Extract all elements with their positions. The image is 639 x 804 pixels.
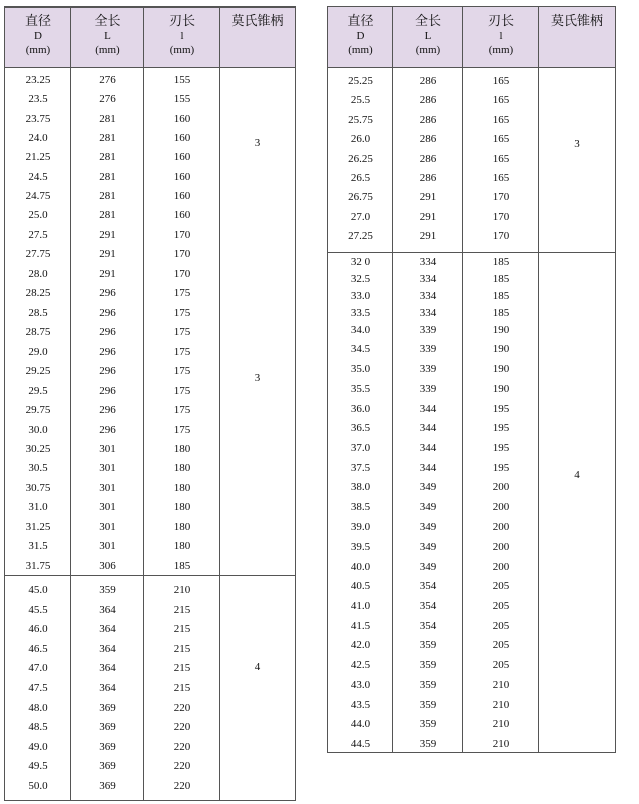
table-cell: 369 xyxy=(99,740,116,753)
table-cell: 185 xyxy=(492,273,510,285)
table-cell: 354 xyxy=(419,580,437,592)
table-cell: 30.75 xyxy=(25,481,51,494)
table-cell: 180 xyxy=(173,520,191,533)
table-cell: 195 xyxy=(492,403,510,415)
table-cell: 23.5 xyxy=(28,93,48,106)
table-cell: 180 xyxy=(173,481,191,494)
table-cell: 210 xyxy=(492,738,510,750)
table-cell: 24.75 xyxy=(25,189,51,202)
table-cell: 31.25 xyxy=(25,520,51,533)
morse-taper-value: 3 xyxy=(574,138,580,150)
table-cell: 185 xyxy=(492,256,510,268)
table-cell: 344 xyxy=(419,462,437,474)
table-cell: 29.0 xyxy=(28,345,48,358)
header-unit: (mm) xyxy=(95,44,120,56)
table-cell: 48.5 xyxy=(28,721,48,734)
table-cell: 296 xyxy=(99,404,116,417)
table-cell: 33.0 xyxy=(350,290,371,302)
morse-taper-value: 4 xyxy=(254,661,261,673)
table-cell: 46.0 xyxy=(28,623,48,636)
table-cell: 190 xyxy=(492,363,510,375)
group-divider xyxy=(5,7,295,8)
table-cell: 41.5 xyxy=(350,620,371,632)
table-cell: 301 xyxy=(99,462,116,475)
table-cell: 28.25 xyxy=(25,287,51,300)
table-cell: 286 xyxy=(419,172,437,184)
table-cell: 359 xyxy=(419,679,437,691)
table-cell: 47.5 xyxy=(28,682,48,694)
table-cell: 286 xyxy=(419,133,437,146)
table-cell: 364 xyxy=(99,603,116,616)
table-cell: 23.75 xyxy=(25,112,51,125)
table-cell: 34.5 xyxy=(350,343,371,355)
header-unit: (mm) xyxy=(348,44,373,56)
table-cell: 281 xyxy=(99,131,116,144)
table-cell: 160 xyxy=(173,209,191,222)
table-cell: 28.5 xyxy=(28,306,48,319)
table-cell: 286 xyxy=(419,152,437,165)
table-cell: 215 xyxy=(173,603,191,616)
group-divider xyxy=(5,575,295,576)
table-cell: 48.0 xyxy=(28,701,48,714)
table-cell: 200 xyxy=(492,561,510,573)
group-divider xyxy=(328,252,615,253)
table-cell: 215 xyxy=(173,623,191,636)
table-cell: 369 xyxy=(99,721,116,734)
table-cell: 339 xyxy=(419,383,437,395)
table-cell: 35.0 xyxy=(350,363,371,375)
header-title: 莫氏锥柄 xyxy=(550,13,603,28)
table-cell: 43.0 xyxy=(350,679,371,691)
table-cell: 286 xyxy=(419,75,437,87)
table-cell: 190 xyxy=(492,343,510,355)
table-cell: 170 xyxy=(492,230,510,243)
table-cell: 220 xyxy=(173,701,191,714)
table-cell: 30.25 xyxy=(25,442,51,455)
table-cell: 32.5 xyxy=(350,273,371,285)
table-cell: 349 xyxy=(419,501,437,513)
table-cell: 160 xyxy=(173,112,191,125)
table-header xyxy=(5,7,295,68)
table-cell: 296 xyxy=(99,287,116,300)
table-cell: 354 xyxy=(419,620,437,632)
table-cell: 24.0 xyxy=(28,131,48,144)
table-cell: 195 xyxy=(492,462,510,474)
table-cell: 25.0 xyxy=(28,209,48,222)
table-cell: 170 xyxy=(492,210,510,223)
table-cell: 291 xyxy=(99,248,116,261)
table-cell: 281 xyxy=(99,151,116,164)
table-cell: 25.75 xyxy=(348,113,373,126)
table-cell: 23.25 xyxy=(25,74,51,86)
header-cell xyxy=(328,7,393,67)
table-cell: 30.0 xyxy=(28,423,48,436)
header-symbol: l xyxy=(180,30,184,42)
header-symbol: D xyxy=(34,30,42,42)
table-cell: 195 xyxy=(492,442,510,454)
table-cell: 180 xyxy=(173,540,191,553)
table-cell: 339 xyxy=(419,343,437,355)
table-cell: 31.75 xyxy=(25,559,51,572)
header-symbol: D xyxy=(356,30,365,42)
table-cell: 220 xyxy=(173,780,191,792)
table-cell: 281 xyxy=(99,112,116,125)
table-cell: 170 xyxy=(173,229,191,241)
table-cell: 41.0 xyxy=(350,600,371,612)
table-cell: 180 xyxy=(173,501,191,514)
table-cell: 205 xyxy=(492,600,510,612)
table-cell: 205 xyxy=(492,620,510,632)
table-cell: 291 xyxy=(99,229,116,241)
table-cell: 220 xyxy=(173,740,191,753)
table-cell: 45.5 xyxy=(28,603,48,616)
table-cell: 26.5 xyxy=(350,172,371,184)
table-cell: 291 xyxy=(99,267,116,280)
header-title: 直径 xyxy=(24,13,51,28)
header-unit: (mm) xyxy=(415,44,441,56)
table-cell: 220 xyxy=(173,721,191,734)
table-cell: 281 xyxy=(99,189,116,202)
table-cell: 26.25 xyxy=(348,152,373,165)
table-cell: 34.0 xyxy=(350,324,371,336)
table-cell: 32 0 xyxy=(350,256,371,268)
table-cell: 155 xyxy=(173,93,191,106)
table-cell: 36.5 xyxy=(350,422,371,434)
table-cell: 215 xyxy=(173,682,191,694)
table-cell: 349 xyxy=(419,481,437,493)
table-cell: 306 xyxy=(99,559,116,572)
header-cell xyxy=(71,7,144,67)
table-cell: 200 xyxy=(492,481,510,493)
table-cell: 165 xyxy=(492,113,510,126)
table-cell: 175 xyxy=(173,306,191,319)
table-header xyxy=(328,7,615,68)
table-cell: 28.0 xyxy=(28,267,48,280)
table-cell: 28.75 xyxy=(25,326,51,339)
table-cell: 165 xyxy=(492,152,510,165)
table-cell: 175 xyxy=(173,345,191,358)
table-cell: 27.25 xyxy=(348,230,373,243)
table-cell: 27.5 xyxy=(28,229,48,241)
table-cell: 215 xyxy=(173,662,191,675)
table-cell: 25.5 xyxy=(350,94,371,107)
table-cell: 364 xyxy=(99,662,116,675)
table-cell: 359 xyxy=(419,699,437,711)
table-cell: 49.0 xyxy=(28,740,48,753)
table-cell: 296 xyxy=(99,365,116,378)
table-cell: 27.75 xyxy=(25,248,51,261)
table-cell: 359 xyxy=(419,738,437,750)
table-cell: 42.0 xyxy=(350,639,371,651)
table-cell: 205 xyxy=(492,580,510,592)
header-cell xyxy=(539,7,615,67)
header-title: 直径 xyxy=(347,13,374,28)
left-spec-table xyxy=(4,6,296,801)
table-cell: 364 xyxy=(99,682,116,694)
table-cell: 296 xyxy=(99,306,116,319)
table-cell: 38.0 xyxy=(350,481,371,493)
table-cell: 160 xyxy=(173,170,191,183)
table-cell: 160 xyxy=(173,131,191,144)
table-cell: 369 xyxy=(99,780,116,792)
header-unit: (mm) xyxy=(488,44,514,56)
table-cell: 40.0 xyxy=(350,561,371,573)
table-cell: 281 xyxy=(99,170,116,183)
table-cell: 220 xyxy=(173,760,191,773)
table-cell: 37.0 xyxy=(350,442,371,454)
table-cell: 291 xyxy=(419,230,437,243)
table-cell: 27.0 xyxy=(350,210,371,223)
table-cell: 286 xyxy=(419,94,437,107)
table-cell: 37.5 xyxy=(350,462,371,474)
table-cell: 354 xyxy=(419,600,437,612)
table-cell: 42.5 xyxy=(350,659,371,671)
table-cell: 36.0 xyxy=(350,403,371,415)
table-cell: 359 xyxy=(419,718,437,730)
table-cell: 344 xyxy=(419,442,437,454)
table-cell: 291 xyxy=(419,191,437,204)
table-cell: 200 xyxy=(492,501,510,513)
table-cell: 170 xyxy=(173,248,191,261)
table-cell: 185 xyxy=(173,559,191,572)
morse-taper-value: 4 xyxy=(574,469,580,481)
table-cell: 344 xyxy=(419,422,437,434)
table-cell: 165 xyxy=(492,75,510,87)
table-cell: 291 xyxy=(419,210,437,223)
table-cell: 43.5 xyxy=(350,699,371,711)
table-cell: 359 xyxy=(419,659,437,671)
table-cell: 205 xyxy=(492,639,510,651)
header-title: 莫氏锥柄 xyxy=(231,13,284,28)
table-cell: 369 xyxy=(99,701,116,714)
table-cell: 175 xyxy=(173,365,191,378)
table-cell: 180 xyxy=(173,442,191,455)
table-cell: 344 xyxy=(419,403,437,415)
table-cell: 44.0 xyxy=(350,718,371,730)
table-cell: 165 xyxy=(492,133,510,146)
table-cell: 349 xyxy=(419,541,437,553)
header-symbol: l xyxy=(499,30,503,42)
table-cell: 296 xyxy=(99,384,116,397)
table-cell: 185 xyxy=(492,290,510,302)
table-cell: 170 xyxy=(492,191,510,204)
morse-taper-value: 3 xyxy=(254,372,261,384)
table-cell: 301 xyxy=(99,520,116,533)
table-cell: 200 xyxy=(492,521,510,533)
table-cell: 195 xyxy=(492,422,510,434)
table-cell: 210 xyxy=(492,718,510,730)
table-cell: 359 xyxy=(419,639,437,651)
table-cell: 31.5 xyxy=(28,540,48,553)
table-cell: 210 xyxy=(492,679,510,691)
table-cell: 24.5 xyxy=(28,170,48,183)
table-cell: 185 xyxy=(492,307,510,319)
table-cell: 175 xyxy=(173,404,191,417)
table-cell: 39.5 xyxy=(350,541,371,553)
table-cell: 301 xyxy=(99,501,116,514)
table-cell: 30.5 xyxy=(28,462,48,475)
table-cell: 359 xyxy=(99,584,116,596)
table-cell: 39.0 xyxy=(350,521,371,533)
table-cell: 369 xyxy=(99,760,116,773)
table-cell: 45.0 xyxy=(28,584,48,596)
table-cell: 29.5 xyxy=(28,384,48,397)
header-title: 全长 xyxy=(414,13,441,28)
table-cell: 46.5 xyxy=(28,642,48,655)
header-unit: (mm) xyxy=(25,44,51,56)
table-cell: 25.25 xyxy=(348,75,373,87)
table-cell: 190 xyxy=(492,324,510,336)
table-cell: 301 xyxy=(99,540,116,553)
header-symbol: L xyxy=(104,30,111,42)
table-cell: 205 xyxy=(492,659,510,671)
table-cell: 29.25 xyxy=(25,365,51,378)
table-cell: 170 xyxy=(173,267,191,280)
table-cell: 339 xyxy=(419,324,437,336)
table-cell: 175 xyxy=(173,384,191,397)
table-cell: 210 xyxy=(492,699,510,711)
header-cell xyxy=(5,7,71,67)
table-cell: 301 xyxy=(99,442,116,455)
table-cell: 296 xyxy=(99,326,116,339)
table-cell: 33.5 xyxy=(350,307,371,319)
table-cell: 334 xyxy=(419,307,437,319)
table-cell: 47.0 xyxy=(28,662,48,675)
table-cell: 301 xyxy=(99,481,116,494)
header-title: 全长 xyxy=(94,13,121,28)
table-cell: 165 xyxy=(492,94,510,107)
right-spec-table xyxy=(327,6,616,753)
header-unit: (mm) xyxy=(169,44,195,56)
header-title: 刃长 xyxy=(487,13,514,28)
table-cell: 339 xyxy=(419,363,437,375)
table-cell: 160 xyxy=(173,151,191,164)
header-symbol: L xyxy=(424,30,432,42)
table-cell: 296 xyxy=(99,345,116,358)
header-cell xyxy=(220,7,295,67)
table-cell: 26.75 xyxy=(348,191,373,204)
table-cell: 286 xyxy=(419,113,437,126)
table-cell: 175 xyxy=(173,287,191,300)
table-cell: 334 xyxy=(419,273,437,285)
table-cell: 175 xyxy=(173,423,191,436)
table-cell: 215 xyxy=(173,642,191,655)
table-cell: 281 xyxy=(99,209,116,222)
header-title: 刃长 xyxy=(168,13,195,28)
table-cell: 349 xyxy=(419,521,437,533)
table-cell: 364 xyxy=(99,623,116,636)
table-cell: 31.0 xyxy=(28,501,48,514)
table-cell: 296 xyxy=(99,423,116,436)
table-cell: 334 xyxy=(419,256,437,268)
table-cell: 160 xyxy=(173,189,191,202)
table-cell: 29.75 xyxy=(25,404,51,417)
table-cell: 190 xyxy=(492,383,510,395)
header-cell xyxy=(393,7,463,67)
table-cell: 38.5 xyxy=(350,501,371,513)
table-cell: 50.0 xyxy=(28,780,48,792)
morse-taper-value: 3 xyxy=(254,137,261,149)
table-cell: 175 xyxy=(173,326,191,339)
table-cell: 44.5 xyxy=(350,738,371,750)
table-cell: 40.5 xyxy=(350,580,371,592)
table-cell: 349 xyxy=(419,561,437,573)
table-cell: 155 xyxy=(173,74,191,86)
table-cell: 26.0 xyxy=(350,133,371,146)
table-cell: 21.25 xyxy=(25,151,51,164)
table-cell: 276 xyxy=(99,93,116,106)
table-cell: 200 xyxy=(492,541,510,553)
table-cell: 276 xyxy=(99,74,116,86)
table-cell: 210 xyxy=(173,584,191,596)
table-cell: 49.5 xyxy=(28,760,48,773)
header-cell xyxy=(144,7,220,67)
table-cell: 180 xyxy=(173,462,191,475)
table-cell: 35.5 xyxy=(350,383,371,395)
table-cell: 334 xyxy=(419,290,437,302)
header-cell xyxy=(463,7,539,67)
table-cell: 165 xyxy=(492,172,510,184)
table-cell: 364 xyxy=(99,642,116,655)
